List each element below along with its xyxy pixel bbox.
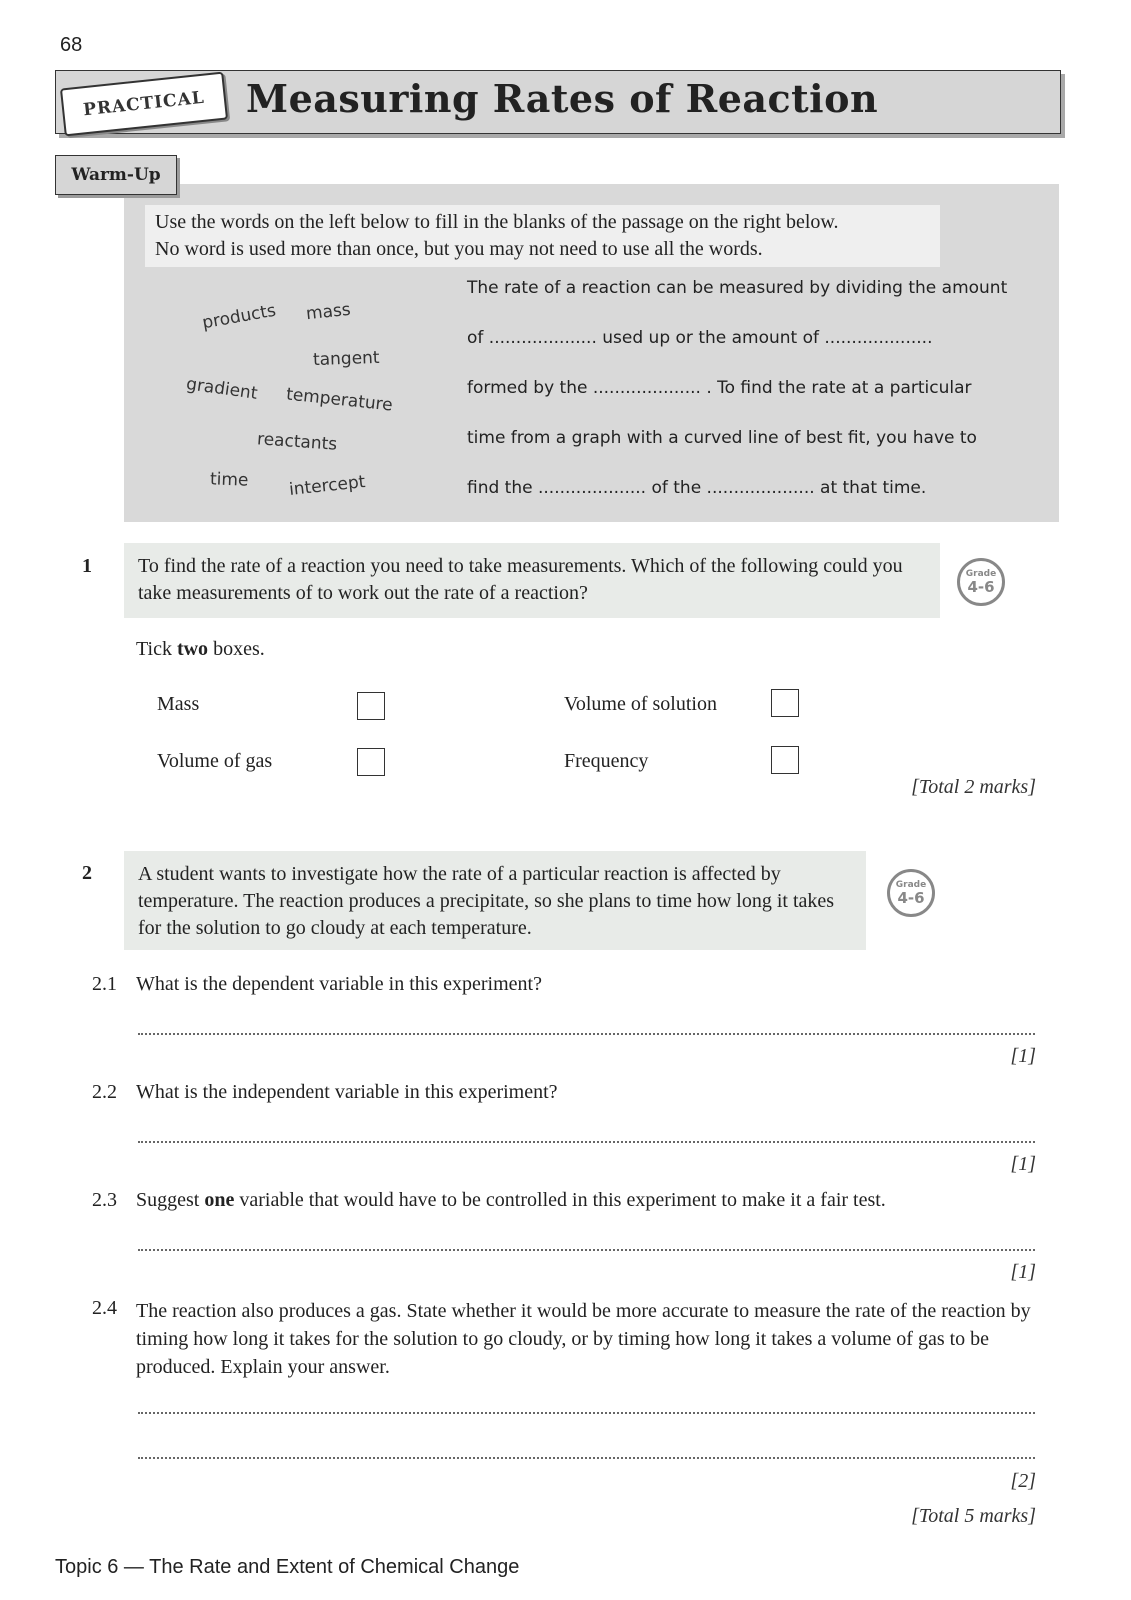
instruction-line: No word is used more than once, but you may not need to use all the words. xyxy=(155,238,763,260)
page-title: Measuring Rates of Reaction xyxy=(246,76,879,121)
subquestion-text: What is the independent variable in this experiment? xyxy=(136,1081,558,1103)
passage-line: of .................... used up or the amount of .................... xyxy=(467,328,933,348)
word-mass: mass xyxy=(305,299,352,325)
grade-label: Grade xyxy=(965,568,997,579)
warmup-tab: Warm-Up xyxy=(55,155,177,195)
subquestion-text: The reaction also produces a gas. State whether it would be more accurate to measure the rate of the reaction by timing how long it takes for the solution to go cloudy, or by timing how long it takes a volume of gas to be produced. Explain your answer. xyxy=(136,1300,1031,1378)
instruction-line: Use the words on the left below to fill in the blanks of the passage on the right below. xyxy=(155,211,839,233)
option-label: Mass xyxy=(157,693,200,715)
answer-line[interactable] xyxy=(138,1249,1035,1251)
word-intercept: intercept xyxy=(288,472,367,500)
mark-allocation: [1] xyxy=(1010,1045,1036,1067)
answer-line[interactable] xyxy=(138,1141,1035,1143)
grade-value: 4-6 xyxy=(897,888,925,907)
mark-allocation: [1] xyxy=(1010,1153,1036,1175)
practical-tag: PRACTICAL xyxy=(60,72,228,137)
subquestion-number: 2.3 xyxy=(92,1189,117,1211)
grade-badge xyxy=(957,558,1005,606)
answer-line[interactable] xyxy=(138,1457,1035,1459)
subquestion-text: What is the dependent variable in this experiment? xyxy=(136,973,542,995)
checkbox-volume-of-solution[interactable] xyxy=(771,689,799,717)
subquestion-text: Suggest one variable that would have to be controlled in this experiment to make it a fair test. xyxy=(136,1189,886,1211)
checkbox-volume-of-gas[interactable] xyxy=(357,748,385,776)
total-marks: [Total 2 marks] xyxy=(911,776,1036,798)
question-2-prompt: A student wants to investigate how the rate of a particular reaction is affected by temperature. The reaction produces a precipitate, so she plans to time how long it takes for the solution to go cloudy at each temperature. xyxy=(124,851,866,950)
option-label: Volume of gas xyxy=(157,750,273,772)
total-marks: [Total 5 marks] xyxy=(911,1505,1036,1527)
word-gradient: gradient xyxy=(184,374,259,404)
question-number: 2 xyxy=(82,862,92,884)
page-number: 68 xyxy=(60,34,83,56)
footer-topic: Topic 6 — The Rate and Extent of Chemical Change xyxy=(55,1556,520,1578)
answer-line[interactable] xyxy=(138,1412,1035,1414)
subquestion-number: 2.2 xyxy=(92,1081,117,1103)
question-1-prompt: To find the rate of a reaction you need to take measurements. Which of the following could you take measurements of to work out the rate of a reaction? xyxy=(124,543,940,618)
grade-label: Grade xyxy=(895,879,927,890)
checkbox-mass[interactable] xyxy=(357,692,385,720)
mark-allocation: [2] xyxy=(1010,1470,1036,1492)
word-reactants: reactants xyxy=(256,429,338,455)
mark-allocation: [1] xyxy=(1010,1261,1036,1283)
passage-line: time from a graph with a curved line of best fit, you have to xyxy=(467,428,977,448)
passage-line: find the .................... of the .................... at that time. xyxy=(467,478,927,498)
passage-line: formed by the .................... . To find the rate at a particular xyxy=(467,378,972,398)
word-tangent: tangent xyxy=(312,347,380,371)
word-temperature: temperature xyxy=(285,384,394,416)
passage-line: The rate of a reaction can be measured by dividing the amount xyxy=(467,278,1008,298)
grade-badge xyxy=(887,869,935,917)
question-number: 1 xyxy=(82,555,92,577)
checkbox-frequency[interactable] xyxy=(771,746,799,774)
subquestion-number: 2.4 xyxy=(92,1297,117,1319)
option-label: Frequency xyxy=(564,750,649,772)
warmup-instructions xyxy=(145,205,940,267)
tick-instruction: Tick two boxes. xyxy=(136,638,265,660)
word-products: products xyxy=(200,300,278,334)
grade-value: 4-6 xyxy=(967,577,995,596)
answer-line[interactable] xyxy=(138,1033,1035,1035)
subquestion-number: 2.1 xyxy=(92,973,117,995)
word-time: time xyxy=(209,469,249,491)
fill-in-passage xyxy=(467,278,1057,528)
option-label: Volume of solution xyxy=(564,693,717,715)
